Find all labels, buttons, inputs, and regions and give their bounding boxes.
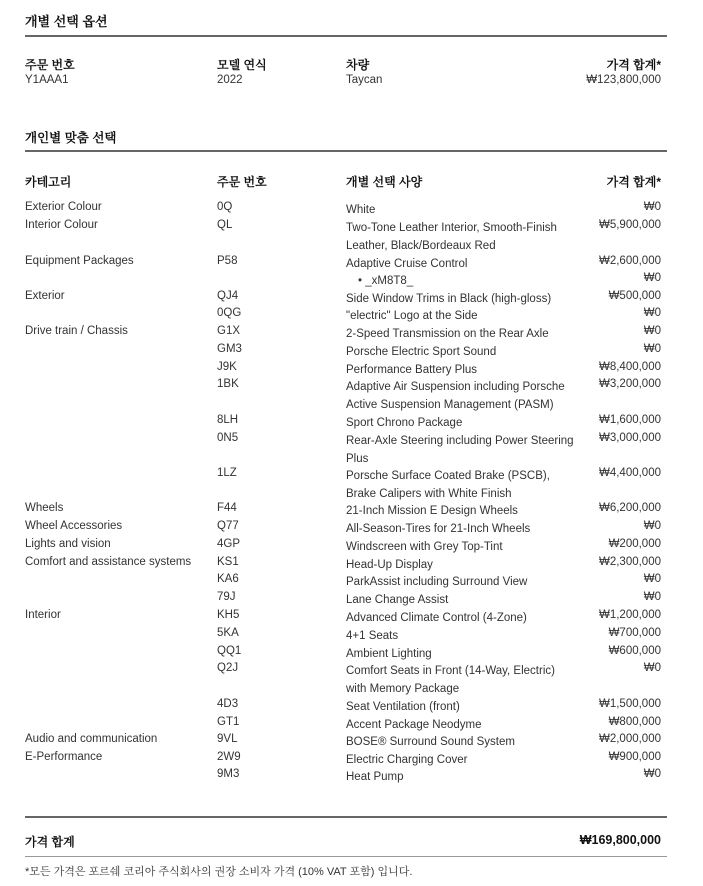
row-option: Two-Tone Leather Interior, Smooth-Finish Leather, Black/Bordeaux Red [346, 222, 557, 252]
summary-vehicle-value: Taycan [346, 74, 383, 86]
row-option: Adaptive Air Suspension including Porsche Active Suspension Management (PASM) [346, 381, 565, 411]
row-price: ₩0 [643, 201, 661, 213]
row-option: All-Season-Tires for 21-Inch Wheels [346, 523, 531, 535]
row-price: ₩6,200,000 [598, 502, 661, 514]
row-category: Drive train / Chassis [25, 325, 128, 337]
row-option: Porsche Electric Sport Sound [346, 346, 497, 358]
row-price: ₩0 [643, 573, 661, 585]
row-order-code: KH5 [217, 609, 240, 621]
row-order-code: 2W9 [217, 751, 241, 763]
row-option: Ambient Lighting [346, 648, 432, 660]
row-order-code: 0QG [217, 307, 242, 319]
row-order-code: 9M3 [217, 768, 240, 780]
row-price: ₩900,000 [608, 751, 661, 763]
row-category: Wheel Accessories [25, 520, 123, 532]
row-price: ₩0 [643, 343, 661, 355]
row-price: ₩0 [643, 307, 661, 319]
row-category: Interior Colour [25, 219, 98, 231]
row-category: Equipment Packages [25, 255, 134, 267]
row-category: Lights and vision [25, 538, 111, 550]
row-order-code: KS1 [217, 556, 239, 568]
total-divider [25, 816, 667, 818]
col-option-header: 개별 선택 사양 [346, 175, 423, 189]
row-price: ₩8,400,000 [598, 361, 661, 373]
page-title: 개별 선택 옵션 [25, 14, 108, 29]
section-title: 개인별 맞춤 선택 [25, 131, 117, 145]
row-order-code: KA6 [217, 573, 239, 585]
row-option: Windscreen with Grey Top-Tint [346, 541, 503, 553]
row-option: Lane Change Assist [346, 594, 449, 606]
row-price: ₩0 [643, 768, 661, 780]
row-option: Accent Package Neodyme [346, 719, 482, 731]
row-price: ₩0 [643, 591, 661, 603]
row-price: ₩2,000,000 [598, 733, 661, 745]
row-price: ₩5,900,000 [598, 219, 661, 231]
row-price: ₩1,500,000 [598, 698, 661, 710]
row-option: Seat Ventilation (front) [346, 701, 460, 713]
footnote-divider [25, 856, 667, 857]
row-price: ₩700,000 [608, 627, 661, 639]
summary-order-value: Y1AAA1 [25, 74, 69, 86]
total-label: 가격 합계 [25, 835, 75, 849]
row-order-code: P58 [217, 255, 238, 267]
row-order-code: 1BK [217, 378, 239, 390]
row-option: Adaptive Cruise Control [346, 258, 468, 270]
row-order-code: 5KA [217, 627, 239, 639]
summary-vehicle-header: 차량 [346, 58, 370, 72]
row-order-code: 4D3 [217, 698, 239, 710]
col-order-header: 주문 번호 [217, 175, 267, 189]
summary-order-header: 주문 번호 [25, 58, 75, 72]
row-order-code: 79J [217, 591, 236, 603]
row-order-code: 4GP [217, 538, 241, 550]
row-price: ₩3,000,000 [598, 432, 661, 444]
row-order-code: QQ1 [217, 645, 242, 657]
summary-price-value: ₩123,800,000 [586, 74, 661, 86]
row-order-code: 0N5 [217, 432, 239, 444]
row-order-code: 1LZ [217, 467, 237, 479]
row-price: ₩1,600,000 [598, 414, 661, 426]
row-price: ₩3,200,000 [598, 378, 661, 390]
row-category: E-Performance [25, 751, 103, 763]
row-option: Performance Battery Plus [346, 364, 478, 376]
row-option: 2-Speed Transmission on the Rear Axle [346, 328, 549, 340]
row-price: ₩800,000 [608, 716, 661, 728]
row-order-code: QJ4 [217, 290, 239, 302]
row-order-code: G1X [217, 325, 241, 337]
row-order-code: 8LH [217, 414, 239, 426]
row-option: Comfort Seats in Front (14-Way, Electric) with Memory Package [346, 665, 555, 695]
row-order-code: J9K [217, 361, 237, 373]
summary-price-header: 가격 합계* [606, 58, 661, 72]
row-option: Side Window Trims in Black (high-gloss) [346, 293, 552, 305]
row-option: 21-Inch Mission E Design Wheels [346, 505, 518, 517]
summary-model-year-header: 모델 연식 [217, 58, 267, 72]
row-price: ₩600,000 [608, 645, 661, 657]
row-price: ₩0 [643, 662, 661, 674]
row-order-code: GM3 [217, 343, 242, 355]
row-option: Heat Pump [346, 771, 404, 783]
section-divider [25, 150, 667, 152]
row-option: Rear-Axle Steering including Power Steering Plus [346, 435, 574, 465]
row-option: "electric" Logo at the Side [346, 310, 478, 322]
row-option: BOSE® Surround Sound System [346, 736, 515, 748]
row-price: ₩2,600,000 [598, 255, 661, 267]
summary-model-year-value: 2022 [217, 74, 243, 86]
row-price: ₩200,000 [608, 538, 661, 550]
row-price: ₩1,200,000 [598, 609, 661, 621]
row-option: Electric Charging Cover [346, 754, 468, 766]
row-category: Comfort and assistance systems [25, 556, 192, 568]
footnote: *모든 가격은 포르쉐 코리아 주식회사의 권장 소비자 가격 (10% VAT 포함) 입니다. [25, 866, 413, 878]
row-order-code: F44 [217, 502, 237, 514]
col-price-header: 가격 합계* [606, 175, 661, 189]
row-option: Sport Chrono Package [346, 417, 463, 429]
row-option: Porsche Surface Coated Brake (PSCB), Brake Calipers with White Finish [346, 470, 550, 500]
row-price: ₩500,000 [608, 290, 661, 302]
row-price: ₩0 [643, 520, 661, 532]
row-price: ₩0 [643, 325, 661, 337]
row-option: White [346, 204, 376, 216]
row-option: Advanced Climate Control (4-Zone) [346, 612, 527, 624]
row-order-code: Q77 [217, 520, 239, 532]
total-value: ₩169,800,000 [579, 833, 661, 847]
row-option: Head-Up Display [346, 559, 433, 571]
row-order-code: GT1 [217, 716, 240, 728]
row-order-code: 9VL [217, 733, 238, 745]
row-option: • _xM8T8_ [358, 275, 414, 287]
row-category: Exterior [25, 290, 65, 302]
row-price: ₩0 [643, 272, 661, 284]
row-option: ParkAssist including Surround View [346, 576, 528, 588]
row-category: Wheels [25, 502, 64, 514]
row-category: Interior [25, 609, 61, 621]
row-order-code: QL [217, 219, 233, 231]
row-price: ₩4,400,000 [598, 467, 661, 479]
row-category: Exterior Colour [25, 201, 102, 213]
row-order-code: 0Q [217, 201, 233, 213]
row-option: 4+1 Seats [346, 630, 399, 642]
title-divider [25, 35, 667, 37]
row-price: ₩2,300,000 [598, 556, 661, 568]
row-category: Audio and communication [25, 733, 158, 745]
col-category-header: 카테고리 [25, 175, 72, 189]
row-order-code: Q2J [217, 662, 239, 674]
